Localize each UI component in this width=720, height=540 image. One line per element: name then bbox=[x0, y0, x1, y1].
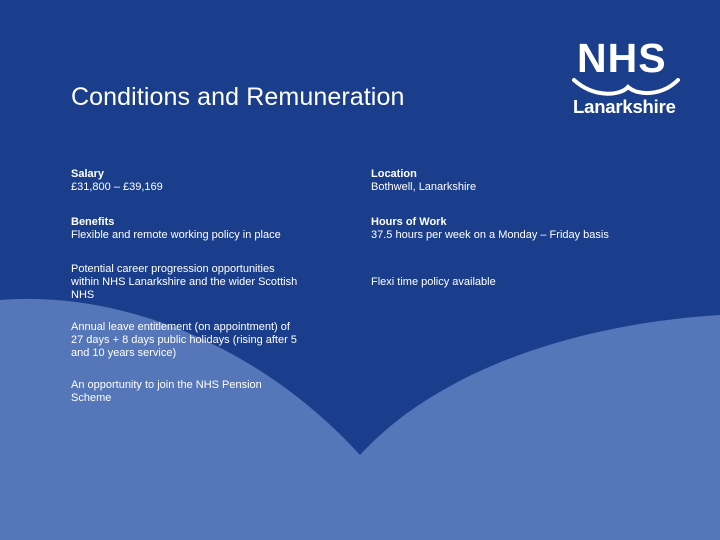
hours-value: 37.5 hours per week on a Monday – Friday basis bbox=[371, 229, 609, 241]
career-block bbox=[71, 263, 303, 302]
pension-text: An opportunity to join the NHS Pension Scheme bbox=[71, 379, 262, 404]
nhs-swoosh-icon bbox=[572, 76, 680, 98]
logo-wordmark: NHS bbox=[577, 35, 667, 81]
pension-block bbox=[71, 379, 286, 405]
leave-text: Annual leave entitlement (on appointment) of 27 days + 8 days public holidays (rising after 5 and 10 years service) bbox=[71, 321, 297, 359]
flexi-text: Flexi time policy available bbox=[371, 276, 496, 288]
benefits-block bbox=[71, 216, 311, 242]
location-value: Bothwell, Lanarkshire bbox=[371, 181, 477, 193]
career-text: Potential career progression opportunities within NHS Lanarkshire and the wider Scottish NHS bbox=[71, 263, 298, 301]
location-block bbox=[371, 168, 611, 194]
page-title: Conditions and Remuneration bbox=[71, 83, 405, 111]
hours-block bbox=[371, 216, 611, 242]
salary-value: £31,800 – £39,169 bbox=[71, 181, 163, 193]
hours-heading: Hours of Work bbox=[371, 216, 447, 228]
salary-heading: Salary bbox=[71, 168, 105, 180]
location-heading: Location bbox=[371, 168, 417, 180]
flexi-block bbox=[371, 276, 611, 289]
benefits-heading: Benefits bbox=[71, 216, 115, 228]
benefits-value: Flexible and remote working policy in place bbox=[71, 229, 281, 241]
nhs-lanarkshire-logo bbox=[570, 35, 682, 122]
salary-block bbox=[71, 168, 311, 194]
leave-block bbox=[71, 321, 303, 360]
logo-region-name: Lanarkshire bbox=[573, 96, 676, 117]
